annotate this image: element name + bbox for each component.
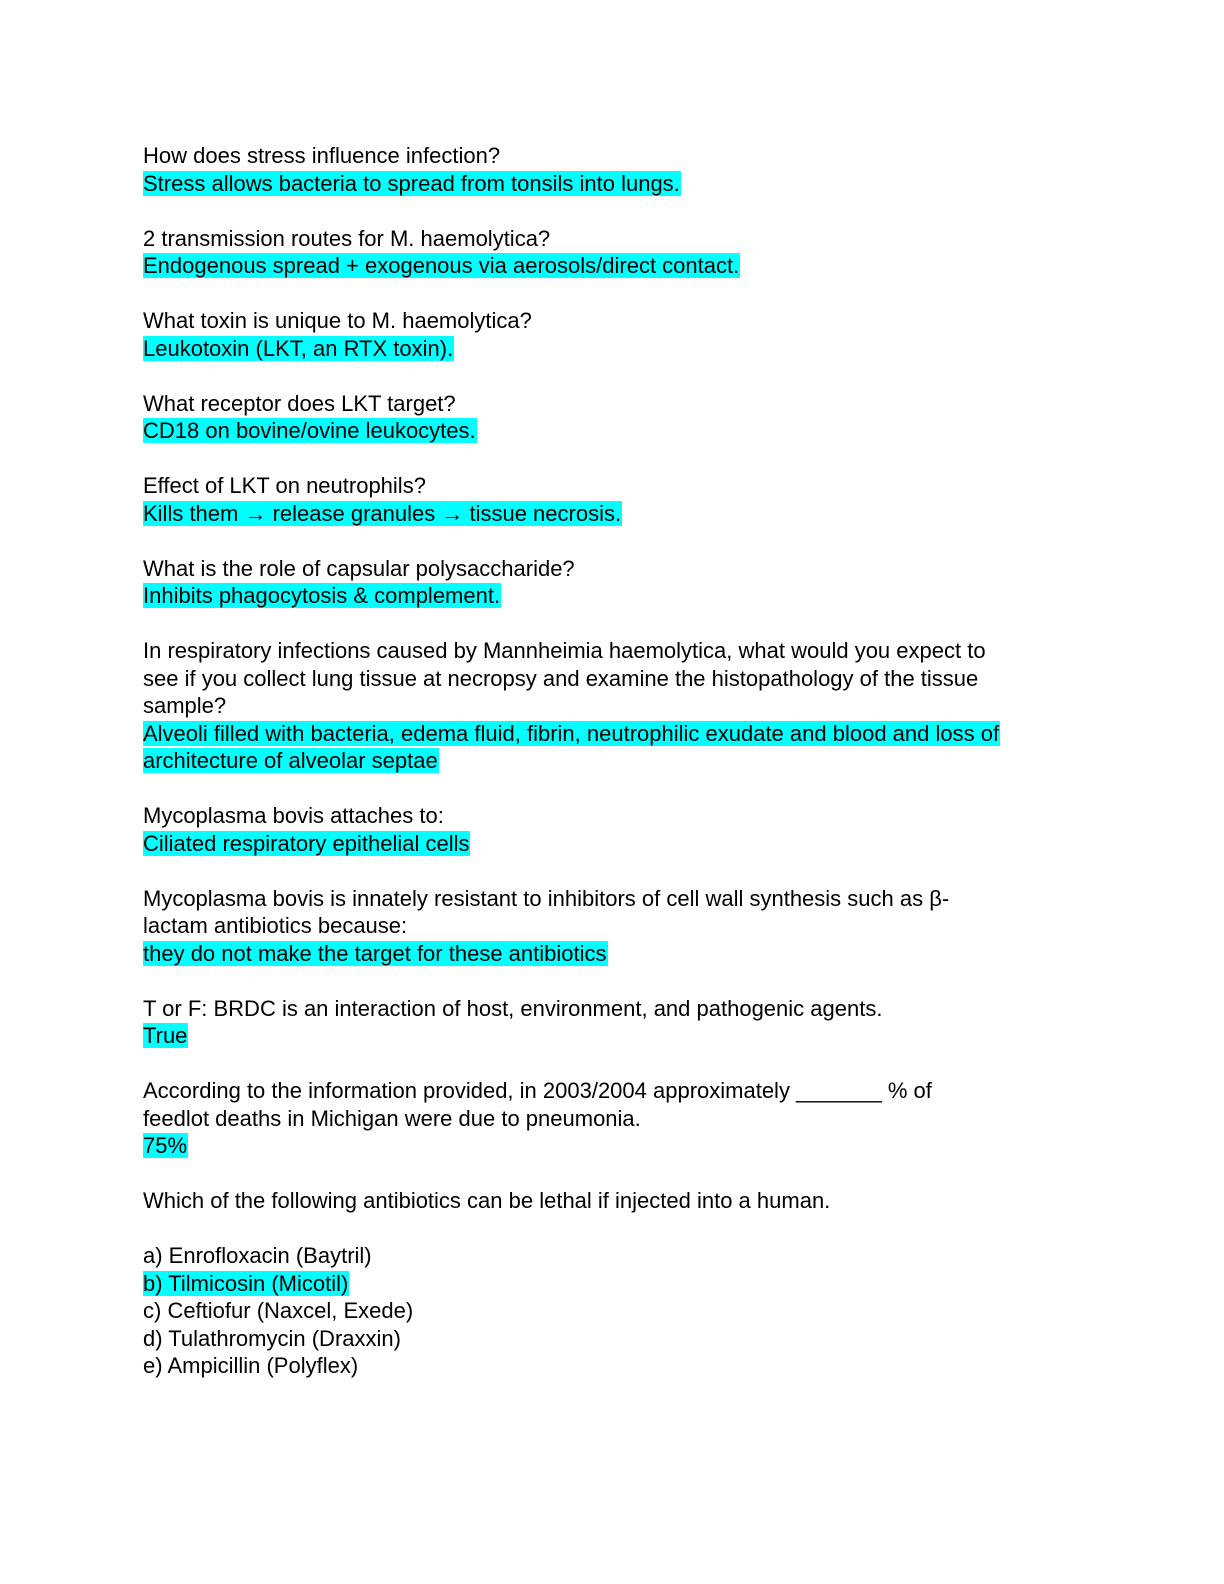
question-text-line: see if you collect lung tissue at necropsy and examine the histopathology of the tissue (143, 665, 979, 691)
qa-item-feedlot-deaths (143, 1077, 1083, 1160)
question-text: What is the role of capsular polysaccharide? (143, 555, 575, 581)
question-text-line: In respiratory infections caused by Mannheimia haemolytica, what would you expect to (143, 638, 986, 663)
answer-highlight: Kills them → release granules → tissue necrosis. (143, 500, 622, 526)
question-text: What receptor does LKT target? (143, 390, 456, 416)
question-text: What toxin is unique to M. haemolytica? (143, 308, 532, 333)
answer-highlight: Alveoli filled with bacteria, edema fluid, fibrin, neutrophilic exudate and blood and loss of (143, 720, 1000, 746)
qa-item-mycoplasma-attach (143, 802, 1083, 857)
qa-item-toxin (143, 307, 1083, 362)
qa-item-stress (143, 142, 1083, 197)
answer-highlight: 75% (143, 1133, 188, 1158)
qa-item-receptor (143, 390, 1083, 445)
mcq-option-b-correct: b) Tilmicosin (Micotil) (143, 1270, 349, 1296)
mcq-option-c: c) Ceftiofur (Naxcel, Exede) (143, 1298, 414, 1323)
answer-highlight: Leukotoxin (LKT, an RTX toxin). (143, 335, 454, 361)
question-text: T or F: BRDC is an interaction of host, environment, and pathogenic agents. (143, 995, 883, 1021)
mcq-question-block (143, 1187, 1083, 1215)
mcq-options (143, 1242, 1083, 1380)
question-text-line: Mycoplasma bovis is innately resistant to inhibitors of cell wall synthesis such as β- (143, 885, 950, 911)
answer-highlight: architecture of alveolar septae (143, 748, 438, 773)
mcq-option-d: d) Tulathromycin (Draxxin) (143, 1325, 401, 1351)
answer-highlight: Endogenous spread + exogenous via aerosols/direct contact. (143, 253, 740, 278)
mcq-option-a: a) Enrofloxacin (Baytril) (143, 1243, 372, 1268)
answer-highlight: True (143, 1023, 188, 1048)
question-text-line: lactam antibiotics because: (143, 913, 408, 938)
qa-item-transmission (143, 225, 1083, 280)
question-text-line: sample? (143, 693, 227, 718)
question-text: How does stress influence infection? (143, 143, 501, 168)
question-text: 2 transmission routes for M. haemolytica? (143, 225, 551, 251)
question-text: Mycoplasma bovis attaches to: (143, 803, 444, 828)
qa-item-histopathology (143, 637, 1083, 775)
qa-item-capsule (143, 555, 1083, 610)
answer-highlight: CD18 on bovine/ovine leukocytes. (143, 418, 476, 443)
question-text: Effect of LKT on neutrophils? (143, 473, 426, 498)
qa-item-mycoplasma-resistance (143, 885, 1083, 968)
mcq-option-e: e) Ampicillin (Polyflex) (143, 1353, 359, 1378)
qa-item-brdc (143, 995, 1083, 1050)
answer-highlight: Ciliated respiratory epithelial cells (143, 830, 470, 856)
answer-highlight: they do not make the target for these antibiotics (143, 940, 607, 966)
answer-highlight: Inhibits phagocytosis & complement. (143, 583, 501, 608)
answer-highlight: Stress allows bacteria to spread from tonsils into lungs. (143, 170, 680, 196)
study-notes (143, 142, 1083, 1407)
question-text-line: feedlot deaths in Michigan were due to pneumonia. (143, 1105, 641, 1131)
question-text-line: According to the information provided, in 2003/2004 approximately _______ % of (143, 1078, 932, 1103)
qa-item-neutrophils (143, 472, 1083, 527)
mcq-question: Which of the following antibiotics can be lethal if injected into a human. (143, 1188, 831, 1213)
